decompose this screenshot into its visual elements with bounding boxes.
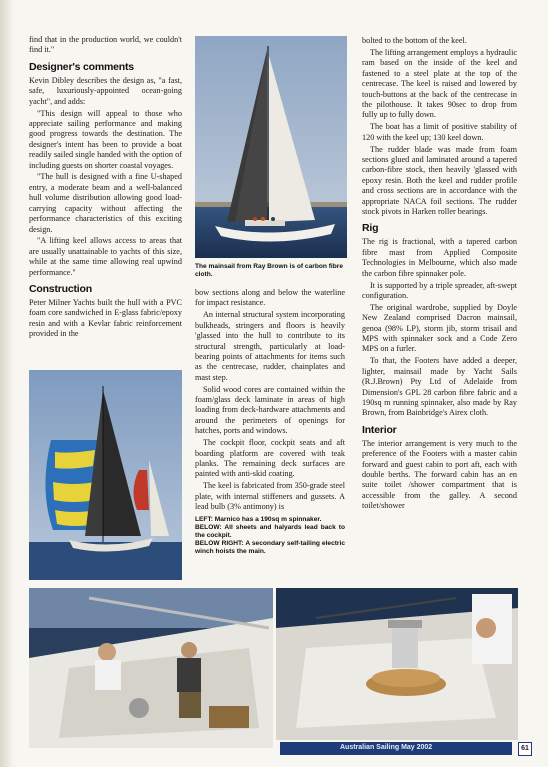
middle-paragraph: bow sections along and below the waterline for impact resistance.: [195, 288, 345, 308]
heading-rig: Rig: [362, 222, 379, 235]
photo-mainsail: [195, 36, 347, 258]
construction-paragraph: Peter Milner Yachts built the hull with a PVC foam core sandwiched in E-glass fabric/epoxy resin and with a Kevlar fabric reinforcement provided in the: [29, 298, 182, 339]
heading-designers-comments: Designer's comments: [29, 60, 134, 73]
right-column: [362, 36, 517, 513]
caption-mainsail: The mainsail from Ray Brown is of carbon fibre cloth.: [195, 263, 344, 278]
designers-paragraph: "A lifting keel allows access to areas that are usually unattainable to yachts of this size, while at the same time allowing real upwind performance.": [29, 236, 182, 277]
rig-paragraph: The rig is fractional, with a tapered carbon fibre mast from Applied Composite Technologies in Melbourne, which also made the carbon fibre spinnaker pole.: [362, 237, 517, 278]
interior-paragraph: The interior arrangement is very much to the preference of the Footers with a master cabin forward and guest cabin to port aft, each with double berths. The forward cabin has an en suite toilet /shower compartment that is accessible from the galley. A second toilet/shower: [362, 438, 517, 511]
middle-paragraph: The keel is fabricated from 350-grade steel plate, with internal stiffeners and gussets. A lead bulb (3% antimony) is: [195, 481, 345, 512]
heading-construction: Construction: [29, 283, 92, 296]
middle-paragraph: Solid wood cores are contained within the foam/glass deck laminate in areas of high loading from deck-hardware attachments and around the perimeters of openings for hatches, ports and windows.: [195, 384, 345, 436]
designers-paragraph: Kevin Dibley describes the design as, "a fast, safe, luxuriously-appointed ocean-going yacht", and adds:: [29, 75, 182, 106]
photo-winch: [276, 588, 518, 740]
designers-paragraph: "This design will appeal to those who appreciate sailing performance and making good progress towards the destination. The designer's intent has been to provide a boat readily sailed single handed with the option of including guests on shorter coastal voyages.: [29, 108, 182, 170]
caption-below: BELOW: All sheets and halyards lead back to the cockpit.: [195, 523, 345, 539]
keel-paragraph: The rudder blade was made from foam sections glued and laminated around a tapered carbon-fibre stock, then heavily 'glassed with epoxy resin. Both the keel and rudder profile and cross sections are in accordance with the appropriate NACA foil sections. The rudder stock pivots in Harken roller bearings.: [362, 144, 517, 216]
page-spine-shadow: [0, 0, 14, 767]
middle-paragraph: An internal structural system incorporating bulkheads, stringers and floors is heavily 'glassed into the hull to contribute to its structural strength, particularly at load-bearing points of attachments for items such as the centrecase, rudder, chainplates and mast step.: [195, 310, 345, 382]
left-column: [29, 35, 182, 341]
keel-paragraph: The lifting arrangement employs a hydraulic ram based on the inside of the keel and fastened to a steel plate at the top of the centrecase. The keel is raised and lowered by touch-buttons at the back of the centrecase in the pilothouse. It takes 90sec to drop from fully up to fully down.: [362, 47, 517, 120]
rig-paragraph: It is supported by a triple spreader, aft-swept configuration.: [362, 280, 517, 300]
heading-interior: Interior: [362, 423, 397, 436]
photo-cockpit: [29, 588, 273, 748]
caption-below-right: BELOW RIGHT: A secondary self-tailing electric winch hoists the main.: [195, 539, 345, 555]
photo-spinnaker: [29, 370, 182, 580]
rig-paragraph: The original wardrobe, supplied by Doyle New Zealand comprised Dacron mainsail, genoa (98% LP), storm jib, storm trisail and MPS with spinnaker sock and a Code Zero MPS on a furler.: [362, 302, 517, 354]
caption-left: LEFT: Marnico has a 190sq m spinnaker.: [195, 515, 322, 523]
footer-magazine: Australian Sailing May 2002: [340, 744, 433, 751]
middle-column: [195, 288, 345, 556]
middle-paragraph: The cockpit floor, cockpit seats and aft boarding platform are covered with teak planks. The remaining deck surfaces are painted with anti-skid coating.: [195, 438, 345, 479]
rig-paragraph: To that, the Footers have added a deeper, lighter, mainsail made by Yacht Sails (R.J.Brown) Pty Ltd of Adelaide from Dimension's GPL 28 carbon fibre fabric and a 190sq m running spinnaker, also made by Ray Brown, from Bainbridge's Airex cloth.: [362, 356, 517, 418]
page-number: 61: [518, 742, 532, 756]
keel-paragraph: bolted to the bottom of the keel.: [362, 36, 467, 45]
keel-paragraph: The boat has a limit of positive stability of 120 with the keel up; 130 keel down.: [362, 122, 517, 142]
photo-captions: [195, 516, 345, 556]
intro-line: find that in the production world, we couldn't find it.": [29, 35, 182, 55]
designers-paragraph: "The hull is designed with a fine U-shaped entry, a moderate beam and a well-balanced hull volume distribution allowing good load-carrying capacity without affecting the performance characteristics of this exciting design.: [29, 172, 182, 234]
